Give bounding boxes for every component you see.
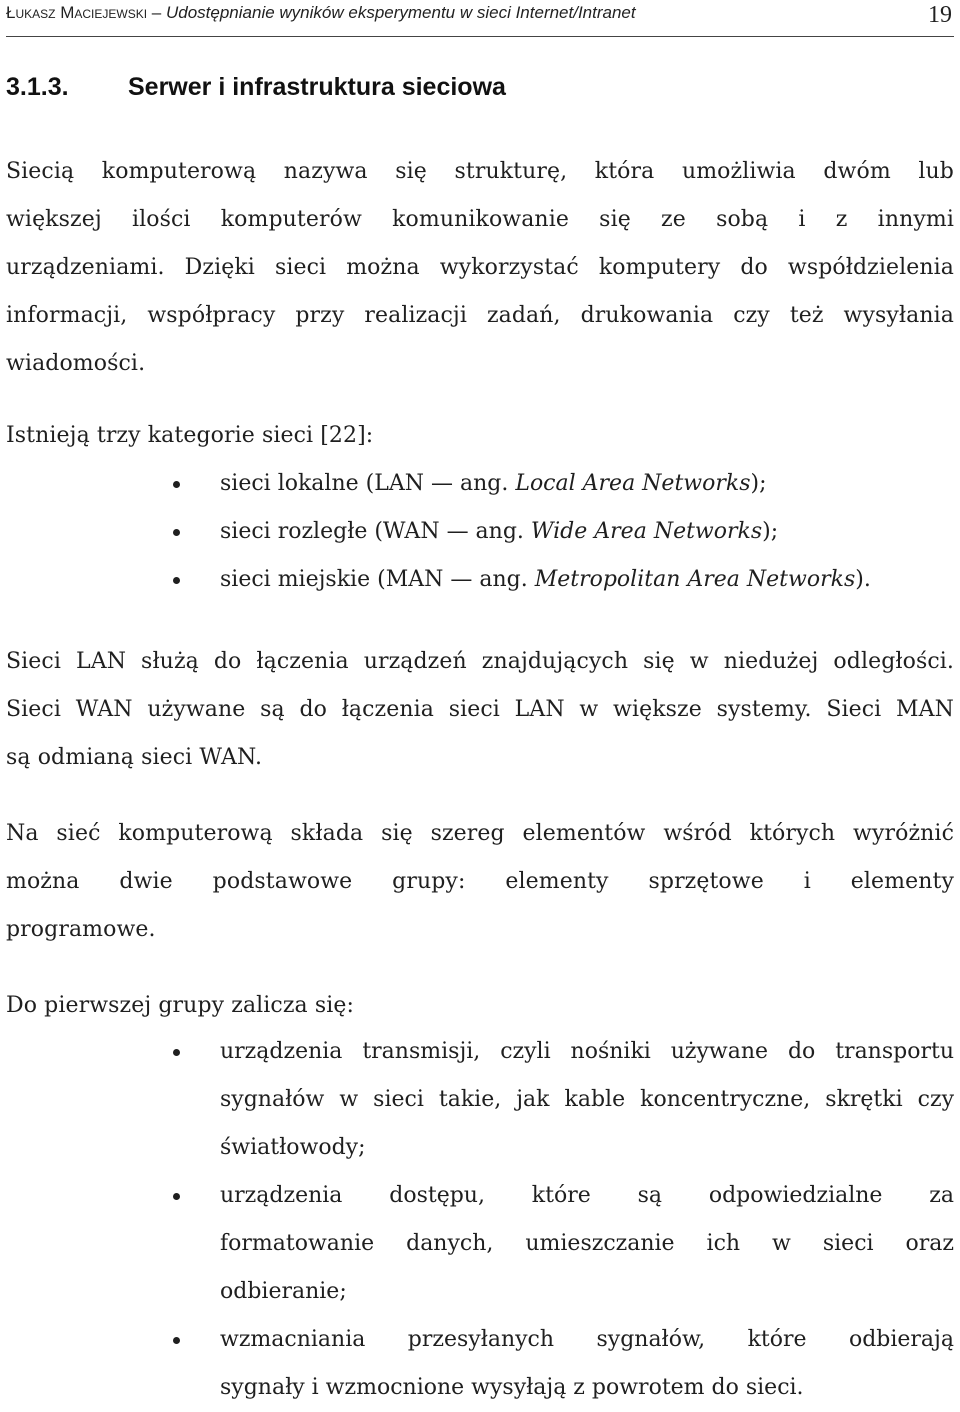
list-item-line: sygnały i wzmocnione wysyłają z powrotem do sieci. bbox=[220, 1375, 804, 1400]
list-item-term: Metropolitan Area Networks bbox=[534, 567, 856, 592]
paragraph-first-group-lead bbox=[6, 982, 954, 1030]
section-number: 3.1.3. bbox=[6, 73, 69, 101]
list-item-line: wzmacniania przesyłanych sygnałów, które odbierają bbox=[220, 1327, 954, 1352]
bullet-icon bbox=[173, 1049, 180, 1056]
bullet-icon bbox=[173, 529, 180, 536]
paragraph-line: Na sieć komputerową składa się szereg elementów wśród których wyróżnić bbox=[6, 821, 954, 846]
author-last-name: Maciejewski bbox=[60, 3, 148, 22]
list-item bbox=[6, 1028, 954, 1172]
paragraph-line: są odmianą sieci WAN. bbox=[6, 745, 263, 770]
bullet-icon bbox=[173, 577, 180, 584]
paragraph-categories-lead bbox=[6, 412, 954, 460]
list-item-line: urządzenia dostępu, które są odpowiedzialne za bbox=[220, 1183, 954, 1208]
header-rule bbox=[6, 36, 954, 37]
paragraph-line: Istnieją trzy kategorie sieci [22]: bbox=[6, 423, 374, 448]
list-item-line: formatowanie danych, umieszczanie ich w sieci oraz bbox=[220, 1231, 954, 1256]
first-group-list bbox=[6, 1028, 954, 1412]
paragraph-line: Siecią komputerową nazywa się strukturę, która umożliwia dwóm lub bbox=[6, 159, 954, 184]
list-item-line: urządzenia transmisji, czyli nośniki używane do transportu bbox=[220, 1039, 954, 1064]
author-first-name: Łukasz bbox=[6, 3, 56, 22]
list-item-tail: ); bbox=[750, 471, 767, 496]
bullet-icon bbox=[173, 1337, 180, 1344]
paragraph-line: Sieci WAN używane są do łączenia sieci LAN w większe systemy. Sieci MAN bbox=[6, 697, 954, 722]
list-item bbox=[6, 508, 954, 556]
paragraph-line: Do pierwszej grupy zalicza się: bbox=[6, 993, 355, 1018]
paragraph-line: Sieci LAN służą do łączenia urządzeń znajdujących się w niedużej odległości. bbox=[6, 649, 954, 674]
page-number: 19 bbox=[928, 2, 952, 28]
list-item bbox=[6, 556, 954, 604]
categories-list bbox=[6, 460, 954, 604]
running-header bbox=[6, 0, 954, 30]
list-item-text: sieci rozległe (WAN — ang. bbox=[220, 519, 531, 544]
list-item bbox=[6, 1316, 954, 1412]
list-item-tail: ); bbox=[762, 519, 779, 544]
section-title: Serwer i infrastruktura sieciowa bbox=[128, 73, 506, 101]
list-item bbox=[6, 1172, 954, 1316]
header-author-and-title bbox=[6, 3, 636, 23]
paragraph-line: urządzeniami. Dzięki sieci można wykorzystać komputery do współdzielenia bbox=[6, 255, 954, 280]
header-title: Udostępnianie wyników eksperymentu w sieci Internet/Intranet bbox=[165, 3, 636, 22]
list-item-tail: ). bbox=[855, 567, 871, 592]
paragraph-line: informacji, współpracy przy realizacji zadań, drukowania czy też wysyłania bbox=[6, 303, 954, 328]
paragraph-line: wiadomości. bbox=[6, 351, 146, 376]
header-separator: – bbox=[151, 3, 162, 22]
section-heading bbox=[6, 73, 506, 102]
list-item-line: światłowody; bbox=[220, 1135, 366, 1160]
bullet-icon bbox=[173, 481, 180, 488]
paragraph-lan-wan bbox=[6, 638, 954, 782]
list-item-text: sieci miejskie (MAN — ang. bbox=[220, 567, 535, 592]
list-item bbox=[6, 460, 954, 508]
paragraph-line: programowe. bbox=[6, 917, 156, 942]
paragraph-line: można dwie podstawowe grupy: elementy sprzętowe i elementy bbox=[6, 869, 954, 894]
list-item-line: odbieranie; bbox=[220, 1279, 347, 1304]
list-item-term: Local Area Networks bbox=[515, 471, 751, 496]
list-item-text: sieci lokalne (LAN — ang. bbox=[220, 471, 516, 496]
paragraph-intro bbox=[6, 148, 954, 388]
document-page bbox=[6, 0, 954, 1400]
paragraph-elements bbox=[6, 810, 954, 954]
list-item-line: sygnałów w sieci takie, jak kable koncentryczne, skrętki czy bbox=[220, 1087, 954, 1112]
paragraph-line: większej ilości komputerów komunikowanie się ze sobą i z innymi bbox=[6, 207, 954, 232]
bullet-icon bbox=[173, 1193, 180, 1200]
list-item-term: Wide Area Networks bbox=[530, 519, 763, 544]
